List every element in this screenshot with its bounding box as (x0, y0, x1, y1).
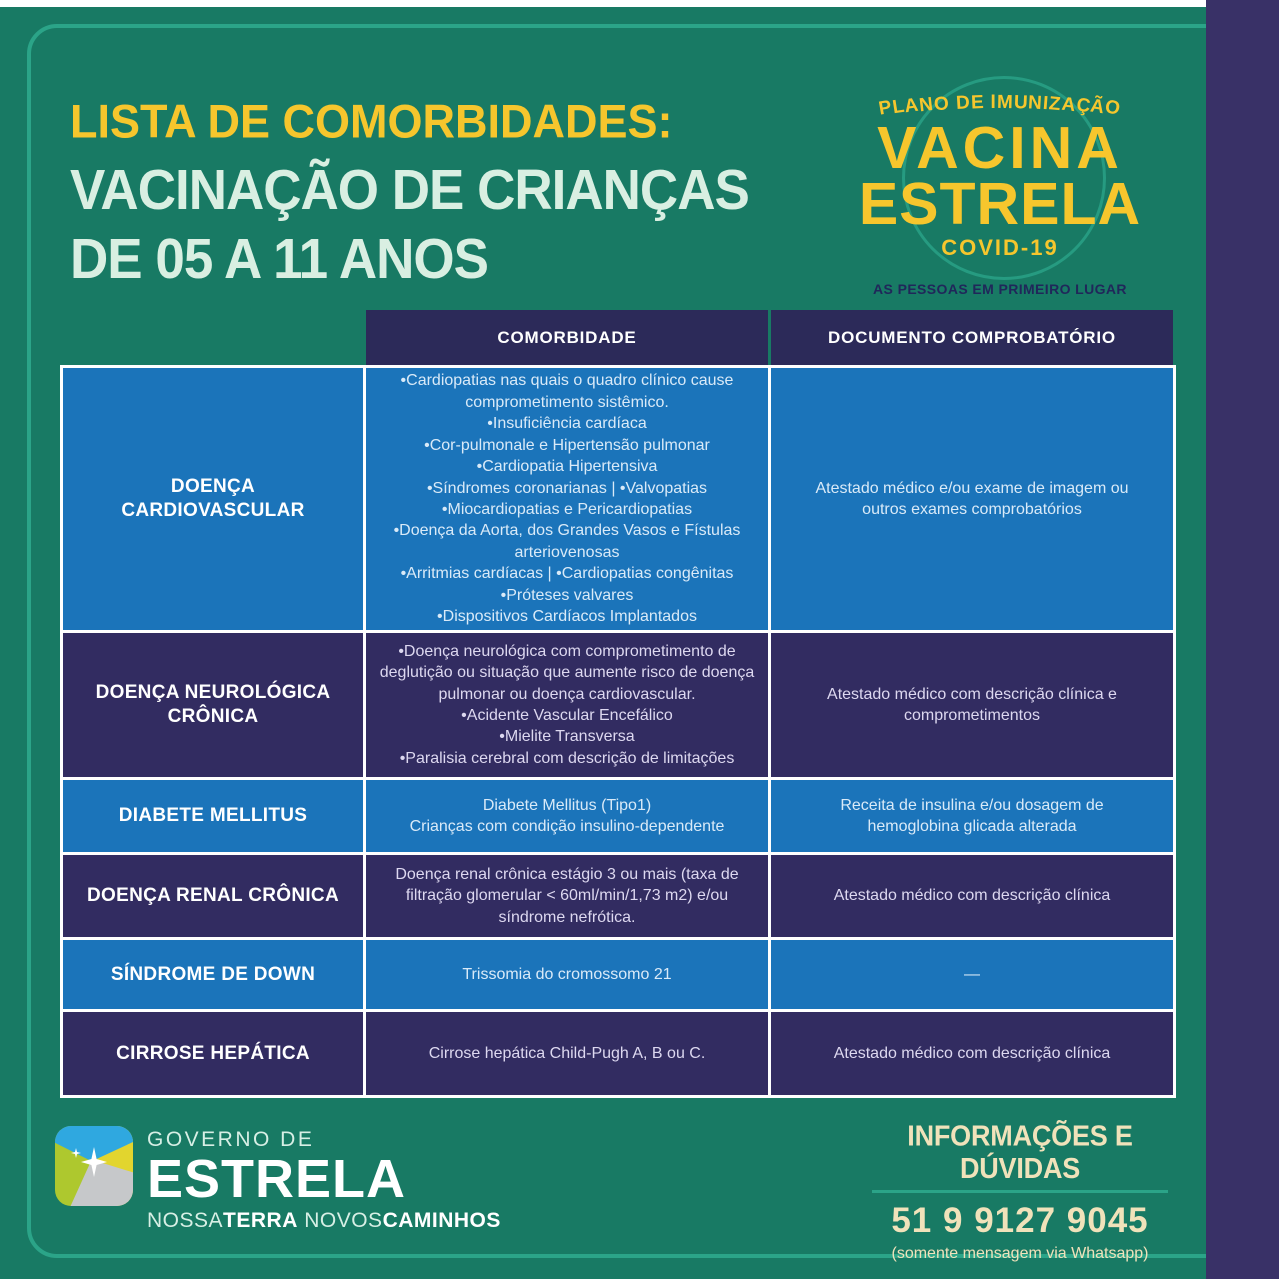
title-line-3: DE 05 A 11 ANOS (70, 228, 489, 291)
comorbidity-line: Crianças com condição insulino-dependente (409, 818, 725, 835)
comorbidity-line: •Acidente Vascular Encefálico (461, 707, 673, 724)
comorbidity-line: •Síndromes coronarianas | •Valvopatias (426, 479, 708, 497)
badge-word-vacina: VACINA (877, 115, 1123, 181)
row-label-cell: DOENÇA CARDIOVASCULAR (63, 368, 363, 630)
row-label-cell: CIRROSE HEPÁTICA (63, 1012, 363, 1095)
vaccine-plan-badge (852, 86, 1148, 297)
document-cell (771, 633, 1173, 777)
badge-word-estrela: ESTRELA (858, 171, 1142, 238)
document-text: Atestado médico e/ou exame de imagem ou outros exames comprobatórios (815, 479, 1129, 518)
row-label-cell: DOENÇA NEUROLÓGICA CRÔNICA (63, 633, 363, 777)
comorbidity-line: •Insuficiência cardíaca (487, 415, 647, 433)
comorbidity-cell (366, 368, 768, 630)
comorbidity-line: •Cor-pulmonale e Hipertensão pulmonar (424, 436, 710, 454)
page-title (70, 94, 749, 291)
info-underline (872, 1190, 1168, 1193)
badge-arc-text: PLANO DE IMUNIZAÇÃO (877, 91, 1123, 120)
document-text: Atestado médico com descrição clínica (833, 1044, 1111, 1062)
estrela-crest-icon (55, 1126, 133, 1206)
comorbidity-line: •Doença neurológica com comprometimento de deglutição ou situação que aumente risco de doença pulmonar ou doença cardiovascular. (379, 642, 755, 703)
government-logo (55, 1126, 501, 1233)
gov-small-label: GOVERNO DE (147, 1128, 315, 1151)
document-cell (771, 940, 1173, 1009)
comorbidity-line: •Miocardiopatias e Pericardiopatias (441, 501, 693, 518)
document-text: Atestado médico com descrição clínica (833, 887, 1111, 905)
comorbidity-cell (366, 940, 768, 1009)
info-title: INFORMAÇÕES E DÚVIDAS (907, 1120, 1133, 1185)
comorbidity-line: •Cardiopatia Hipertensiva (476, 458, 658, 476)
title-line-2: VACINAÇÃO DE CRIANÇAS (70, 159, 749, 222)
comorbidity-line: •Mielite Transversa (499, 728, 635, 746)
comorbidity-line: •Doença da Aorta, dos Grandes Vasos e Fístulas arteriovenosas (393, 522, 741, 561)
badge-covid-label: COVID-19 (941, 235, 1059, 261)
comorbidity-line: •Arritmias cardíacas | •Cardiopatias congênitas (400, 565, 734, 583)
row-label-cell: DIABETE MELLITUS (63, 780, 363, 852)
document-text: — (964, 965, 980, 983)
comorbidity-line: Trissomia do cromossomo 21 (462, 965, 672, 983)
document-text: Receita de insulina e/ou dosagem de hemoglobina glicada alterada (840, 796, 1104, 835)
comorbidity-line: •Dispositivos Cardíacos Implantados (437, 608, 697, 626)
gov-name: ESTRELA (147, 1149, 407, 1209)
title-line-1: LISTA DE COMORBIDADES: (70, 94, 673, 149)
table-header (366, 310, 1173, 365)
comorbidity-cell (366, 855, 768, 937)
header-documento: DOCUMENTO COMPROBATÓRIO (771, 310, 1173, 365)
info-phone-number: 51 9 9127 9045 (891, 1201, 1149, 1240)
info-phone-note: (somente mensagem via Whatsapp) (891, 1245, 1149, 1262)
comorbidity-cell (366, 1012, 768, 1095)
comorbidity-cell (366, 780, 768, 852)
document-cell (771, 1012, 1173, 1095)
comorbidity-line: •Próteses valvares (500, 586, 634, 604)
comorbidity-line: •Paralisia cerebral com descrição de limitações (399, 749, 735, 767)
document-cell (771, 780, 1173, 852)
comorbidity-line: Cirrose hepática Child-Pugh A, B ou C. (428, 1044, 706, 1062)
comorbidity-line: Doença renal crônica estágio 3 ou mais (taxa de filtração glomerular < 60ml/min/1,73 m2) e/ou síndrome nefrótica. (395, 865, 739, 926)
document-text: Atestado médico com descrição clínica e comprometimentos (827, 685, 1117, 724)
gov-tagline: NOSSATERRA NOVOSCAMINHOS (147, 1209, 501, 1233)
contact-info (860, 1122, 1180, 1263)
document-cell (771, 855, 1173, 937)
header-comorbidade: COMORBIDADE (366, 310, 768, 365)
comorbidity-cell (366, 633, 768, 777)
table-body (60, 365, 1176, 1098)
badge-tagline: AS PESSOAS EM PRIMEIRO LUGAR (873, 281, 1127, 298)
row-label-cell: SÍNDROME DE DOWN (63, 940, 363, 1009)
right-navy-strip (1206, 0, 1279, 1279)
comorbidity-line: •Cardiopatias nas quais o quadro clínico cause comprometimento sistêmico. (400, 372, 734, 411)
top-white-strip (0, 0, 1206, 7)
comorbidity-line: Diabete Mellitus (Tipo1) (482, 796, 652, 814)
document-cell (771, 368, 1173, 630)
row-label-cell: DOENÇA RENAL CRÔNICA (63, 855, 363, 937)
